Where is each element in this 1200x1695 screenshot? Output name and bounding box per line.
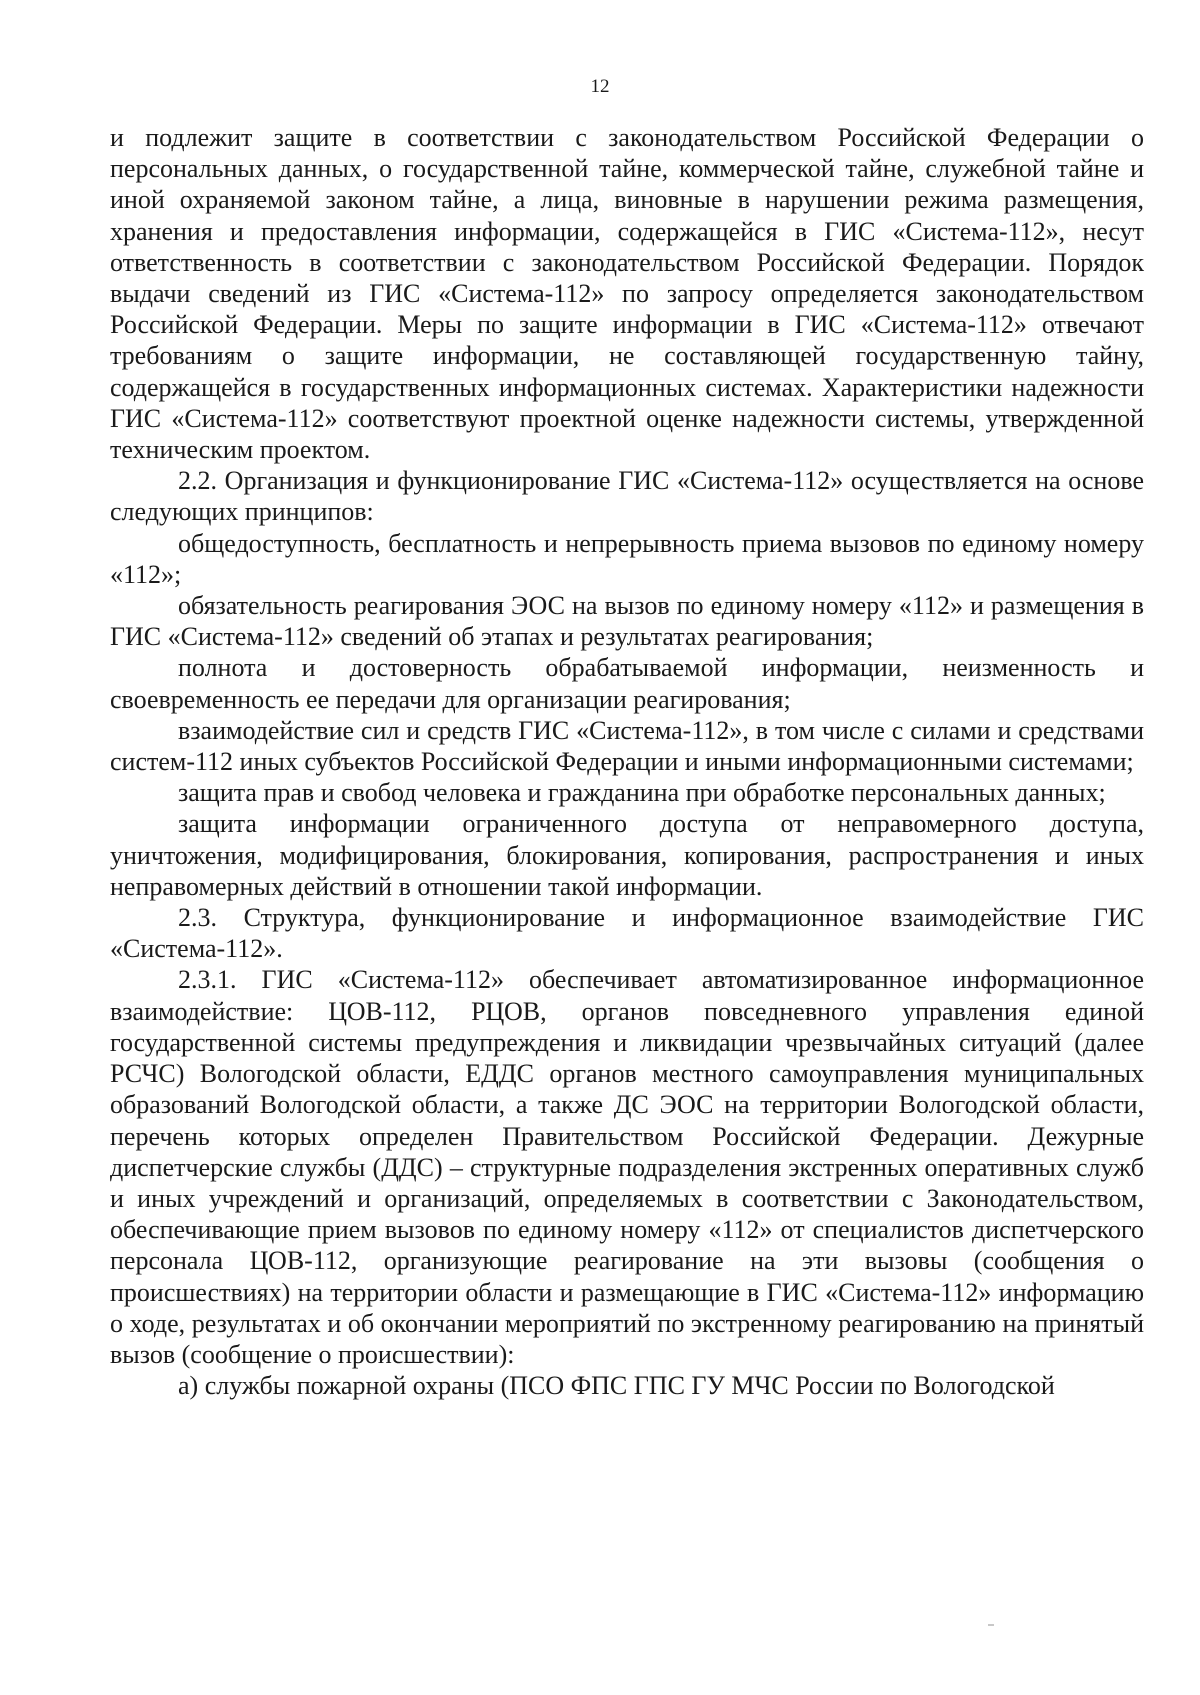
paragraph-section-2-3-1: 2.3.1. ГИС «Система-112» обеспечивает автоматизированное информационное взаимодействие: ЦОВ-112, РЦОВ, органов повседневного управления единой государственной системы предупреждения и ликвидации чрезвычайных ситуаций (далее РСЧС) Вологодской области, ЕДДС органов местного самоуправления муниципальных образований Вологодской области, а также ДС ЭОС на территории Вологодской области, перечень которых определен Правительством Российской Федерации. Дежурные диспетчерские службы (ДДС) – структурные подразделения экстренных оперативных служб и иных учреждений и организаций, определяемых в соответствии с Законодательством, обеспечивающие прием вызовов по единому номеру «112» от специалистов диспетчерского персонала ЦОВ-112, организующие реагирование на эти вызовы (сообщения о происшествиях) на территории области и размещающие в ГИС «Система-112» информацию о ходе, результатах и об окончании мероприятий по экстренному реагированию на принятый вызов (сообщение о происшествии):: [110, 965, 1144, 1369]
paragraph-continuation: и подлежит защите в соответствии с законодательством Российской Федерации о персональных данных, о государственной тайне, коммерческой тайне, служебной тайне и иной охраняемой законом тайне, а лица, виновные в нарушении режима размещения, хранения и предоставления информации, содержащейся в ГИС «Система-112», несут ответственность в соответствии с законодательством Российской Федерации. Порядок выдачи сведений из ГИС «Система-112» по запросу определяется законодательством Российской Федерации. Меры по защите информации в ГИС «Система-112» отвечают требованиям о защите информации, не составляющей государственную тайну, содержащейся в государственных информационных системах. Характеристики надежности ГИС «Система-112» соответствуют проектной оценке надежности системы, утвержденной техническим проектом.: [110, 123, 1144, 465]
list-item-a: а) службы пожарной охраны (ПСО ФПС ГПС ГУ МЧС России по Вологодской: [178, 1371, 1055, 1401]
principle-item: обязательность реагирования ЭОС на вызов по единому номеру «112» и размещения в ГИС «Система-112» сведений об этапах и результатах реагирования;: [110, 591, 1144, 652]
principle-item: взаимодействие сил и средств ГИС «Система-112», в том числе с силами и средствами систем-112 иных субъектов Российской Федерации и иными информационными системами;: [110, 715, 1144, 777]
paragraph-section-2-3: 2.3. Структура, функционирование и информационное взаимодействие ГИС «Система-112».: [110, 903, 1144, 964]
page-number: 12: [590, 76, 610, 97]
principle-item: защита прав и свобод человека и гражданина при обработке персональных данных;: [178, 778, 1106, 808]
scan-artifact: [988, 1624, 994, 1626]
principle-item: общедоступность, бесплатность и непрерывность приема вызовов по единому номеру «112»;: [110, 528, 1144, 589]
document-body: [110, 122, 1144, 1401]
paragraph-section-2-2: 2.2. Организация и функционирование ГИС «Система-112» осуществляется на основе следующих принципов:: [110, 466, 1144, 527]
principle-item: защита информации ограниченного доступа от неправомерного доступа, уничтожения, модифицирования, блокирования, копирования, распространения и иных неправомерных действий в отношении такой информации.: [110, 809, 1144, 901]
principle-item: полнота и достоверность обрабатываемой информации, неизменность и своевременность ее передачи для организации реагирования;: [110, 653, 1144, 714]
